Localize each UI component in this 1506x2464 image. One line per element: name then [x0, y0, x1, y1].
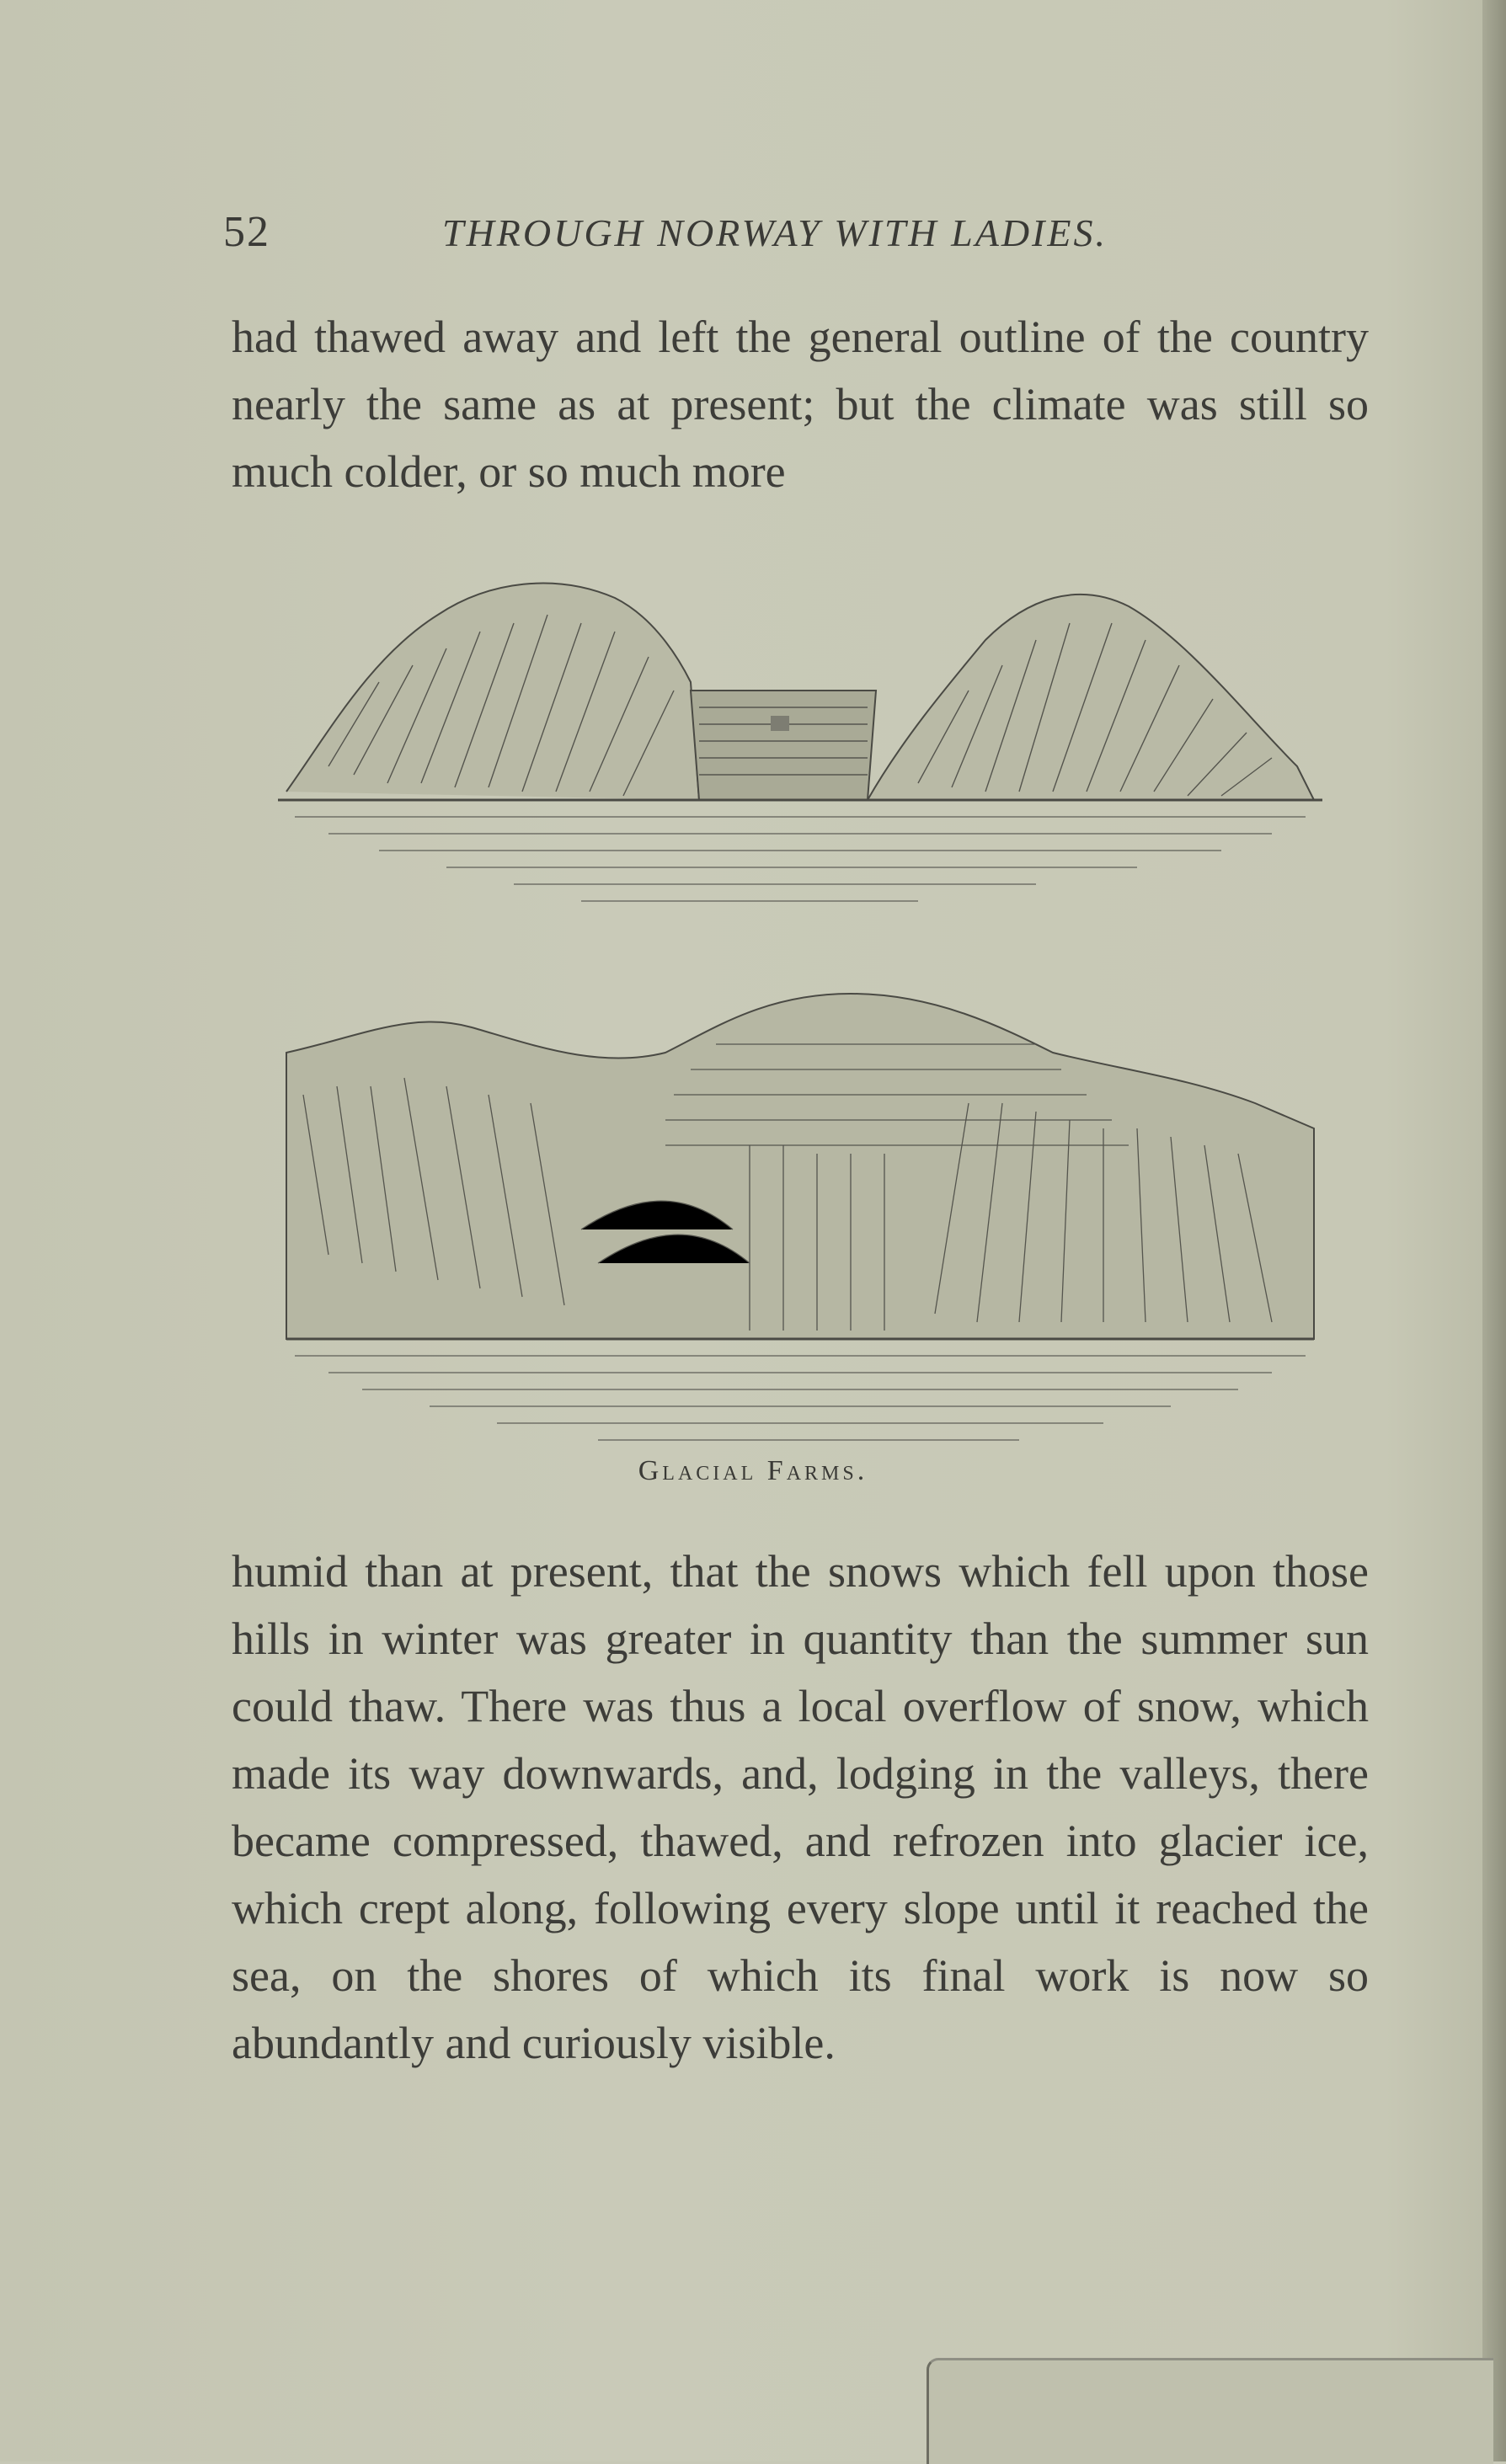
page-number: 52 — [223, 208, 270, 256]
running-header — [223, 207, 1310, 266]
paragraph-bottom: humid than at present, that the snows which fell upon those hills in winter was greater in quantity than the summer sun could thaw. There was thus a local overflow of snow, which made its way downwards, and, lodging in the valleys, there became compressed, thawed, and refrozen into glacier ice, which crept along, following every slope until it reached the sea, on the shores of which its final work is now so abundantly and curiously visible. — [232, 1546, 1369, 2068]
book-spine-shadow — [1482, 0, 1506, 2461]
running-title: THROUGH NORWAY WITH LADIES. — [442, 211, 1108, 254]
paragraph-top: had thawed away and left the general outline of the country nearly the same as at present; but the climate was still so much colder, or so much more — [232, 312, 1369, 497]
engraving-upper-hills — [278, 547, 1322, 918]
engraving-lower-mountains — [278, 977, 1322, 1448]
inserted-paper-slip — [927, 2358, 1493, 2464]
figure-caption: Glacial Farms. — [638, 1455, 868, 1486]
